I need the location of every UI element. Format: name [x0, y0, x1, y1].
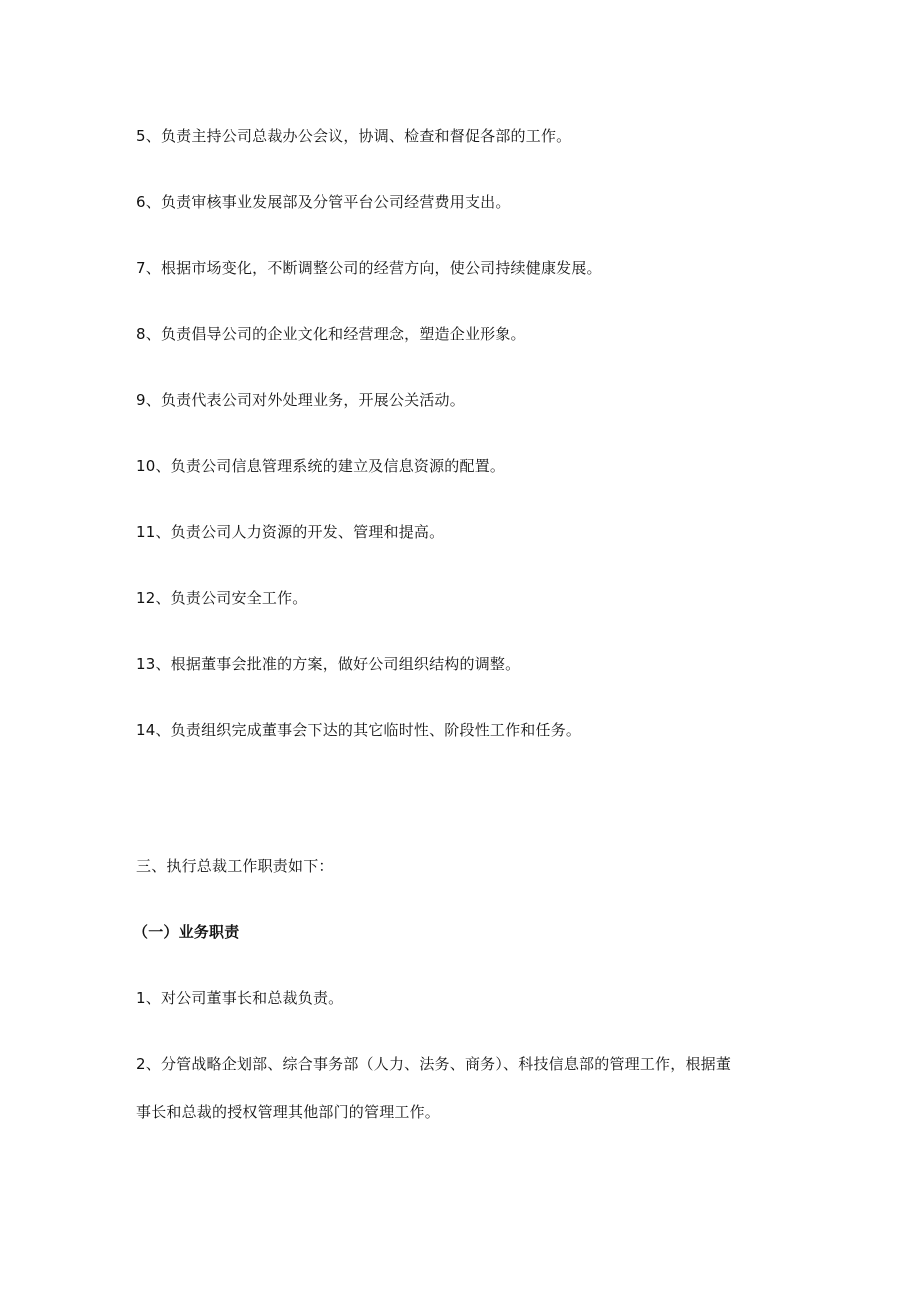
list-item: 14、负责组织完成董事会下达的其它临时性、阶段性工作和任务。 — [136, 721, 582, 739]
subsection-heading: （一）业务职责 — [133, 923, 240, 941]
list-item: 11、负责公司人力资源的开发、管理和提高。 — [136, 523, 445, 541]
list-item: 2、分管战略企划部、综合事务部（人力、法务、商务）、科技信息部的管理工作，根据董 — [136, 1055, 732, 1073]
list-item: 事长和总裁的授权管理其他部门的管理工作。 — [136, 1103, 441, 1121]
list-item: 5、负责主持公司总裁办公会议，协调、检查和督促各部的工作。 — [136, 127, 572, 145]
list-item: 9、负责代表公司对外处理业务，开展公关活动。 — [136, 391, 465, 409]
list-item: 7、根据市场变化，不断调整公司的经营方向，使公司持续健康发展。 — [136, 259, 602, 277]
list-item: 1、对公司董事长和总裁负责。 — [136, 989, 344, 1007]
list-item: 13、根据董事会批准的方案，做好公司组织结构的调整。 — [136, 655, 521, 673]
list-item: 6、负责审核事业发展部及分管平台公司经营费用支出。 — [136, 193, 511, 211]
list-item: 12、负责公司安全工作。 — [136, 589, 308, 607]
list-item: 10、负责公司信息管理系统的建立及信息资源的配置。 — [136, 457, 506, 475]
section-heading: 三、执行总裁工作职责如下： — [136, 857, 334, 875]
list-item: 8、负责倡导公司的企业文化和经营理念，塑造企业形象。 — [136, 325, 526, 343]
